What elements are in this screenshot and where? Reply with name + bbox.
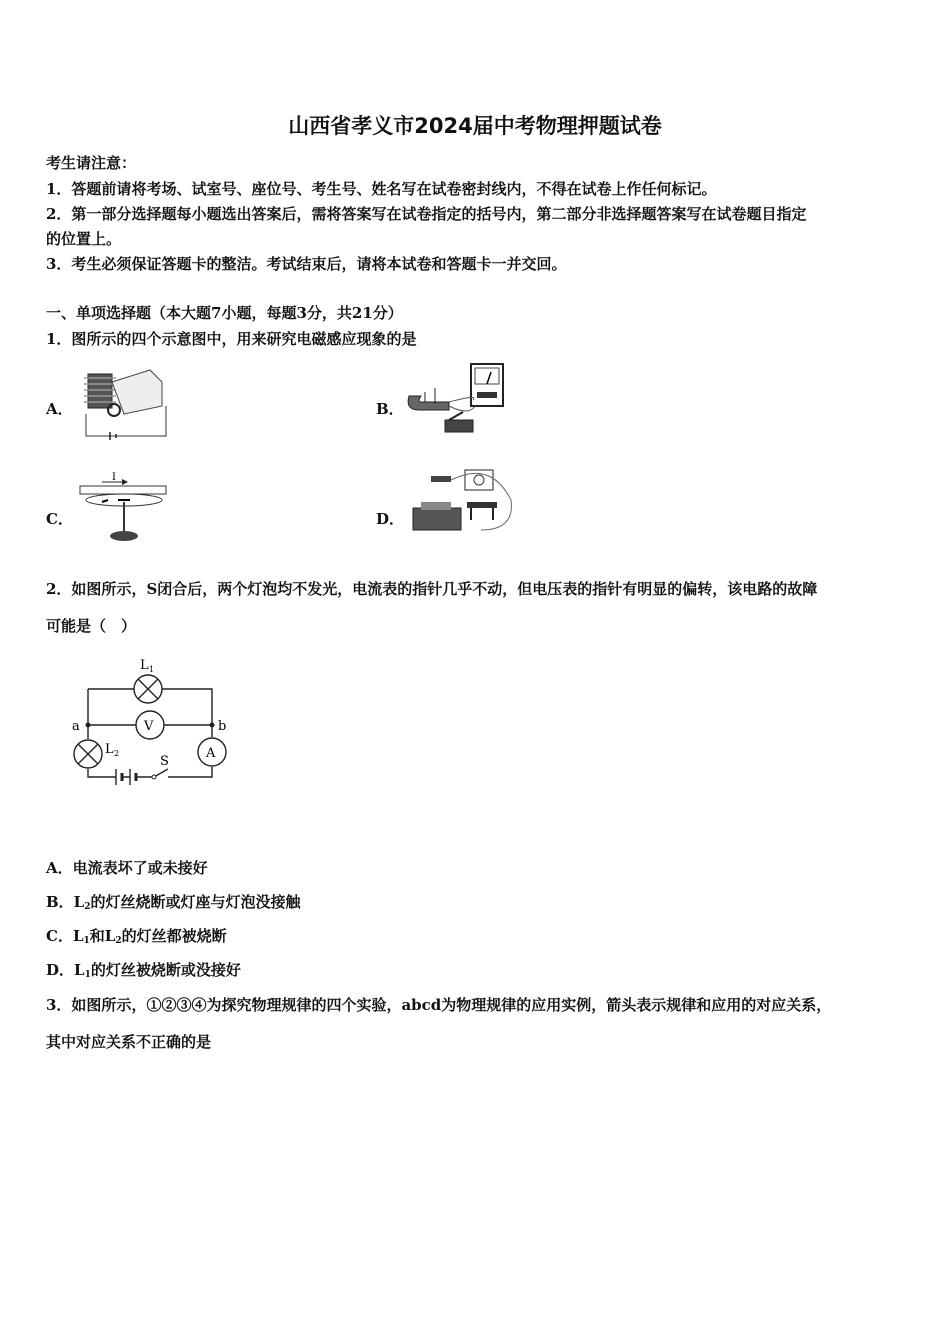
q2-option-b: B．$L_2$的灯丝烧断或灯座与灯泡没接触 [46,893,301,912]
notice-item: 的位置上。 [46,230,122,248]
node-a [86,723,91,728]
section-heading: 一、单项选择题（本大题7小题，每题3分，共21分） [46,304,403,322]
notice-item: 2．第一部分选择题每小题选出答案后，需将答案写在试卷指定的括号内，第二部分非选择题答案写在试卷题目指定 [46,205,807,223]
q1-option-d-label: D． [376,510,405,528]
question-2-stem-line1: 2．如图所示，S闭合后，两个灯泡均不发光，电流表的指针几乎不动，但电压表的指针有明显的偏转，该电路的故障 [46,580,818,598]
question-3-stem-line2: 其中对应关系不正确的是 [46,1033,212,1051]
q1-figure-c-oersted [78,470,170,546]
q1-option-a-label: A． [46,400,73,418]
node-b-label: b [218,719,227,734]
question-3-stem-line1: 3．如图所示，①②③④为探究物理规律的四个实验，abcd为物理规律的应用实例，箭头表示规律和应用的对应关系， [46,996,832,1014]
q1-figure-d-motor [405,468,517,538]
q1-figure-b-galvanometer [405,362,515,436]
q1-option-c-label: C． [46,510,73,528]
q2-circuit-diagram [66,655,236,795]
switch-label: S [160,754,169,769]
node-a-label: a [72,719,80,734]
l1-label: L [140,658,149,673]
notice-item: 1．答题前请将考场、试室号、座位号、考生号、姓名写在试卷密封线内，不得在试卷上作任何标记。 [46,180,717,198]
question-1-stem: 1．图所示的四个示意图中，用来研究电磁感应现象的是 [46,330,417,348]
node-b [210,723,215,728]
l2-subscript: 2 [114,749,120,758]
q1-option-b-label: B． [376,400,404,418]
page-title: 山西省孝义市2024届中考物理押题试卷 [288,114,662,138]
ammeter-label: A [206,746,216,761]
q2-option-d: D．$L_1$的灯丝被烧断或没接好 [46,961,241,980]
q1-figure-a-electromagnet [80,364,170,440]
q2-option-a: A．电流表坏了或未接好 [46,859,208,877]
lamp-l1 [134,675,162,703]
notice-heading: 考生请注意： [46,154,137,172]
voltmeter-label: V [144,719,154,734]
l1-subscript: 1 [149,665,155,674]
current-label: I [112,472,116,483]
lamp-l2 [74,740,102,768]
notice-item: 3．考生必须保证答题卡的整洁。考试结束后，请将本试卷和答题卡一并交回。 [46,255,567,273]
question-2-stem-line2: 可能是（ ） [46,617,137,635]
switch-contact [152,775,156,779]
q2-option-c: C．$L_1$和$L_2$的灯丝都被烧断 [46,927,227,946]
l2-label: L [105,742,114,757]
